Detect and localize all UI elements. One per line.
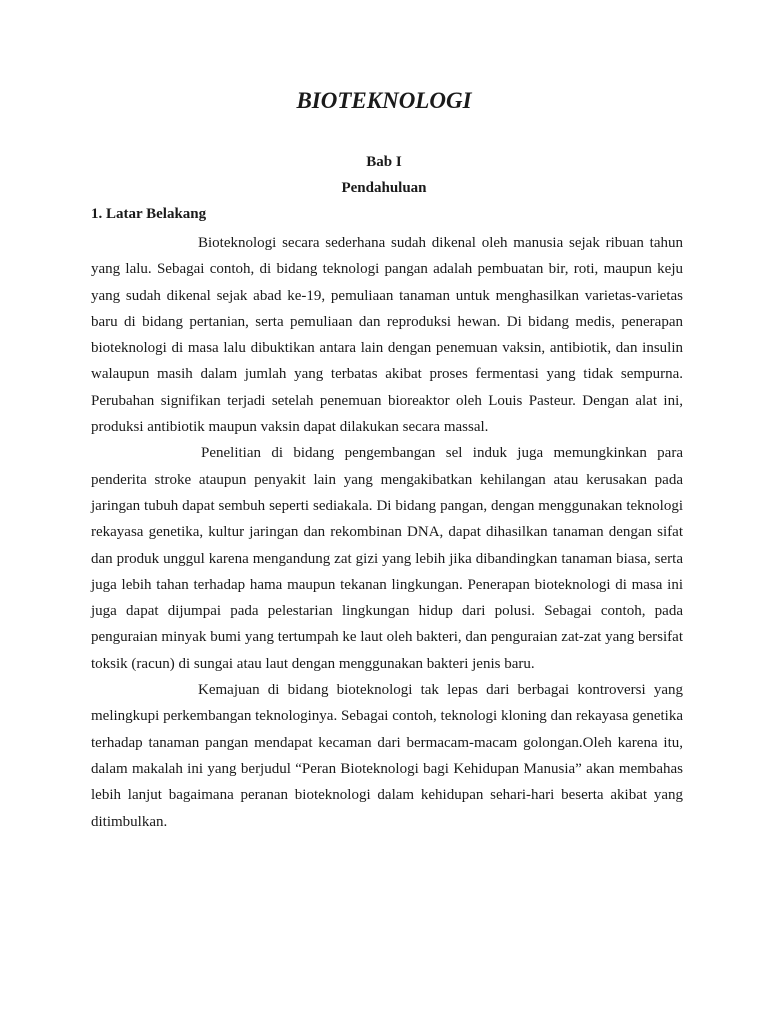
paragraph-1: Bioteknologi secara sederhana sudah dikenal oleh manusia sejak ribuan tahun yang lalu. Sebagai contoh, di bidang teknologi pangan adalah pembuatan bir, roti, maupun keju yang sudah dikenal sejak abad ke-19, pemuliaan tanaman untuk menghasilkan varietas-varietas baru di bidang pertanian, serta pemuliaan dan reproduksi hewan. Di bidang medis, penerapan bioteknologi di masa lalu dibuktikan antara lain dengan penemuan vaksin, antibiotik, dan insulin walaupun masih dalam jumlah yang terbatas akibat proses fermentasi yang tidak sempurna. Perubahan signifikan terjadi setelah penemuan bioreaktor oleh Louis Pasteur. Dengan alat ini, produksi antibiotik maupun vaksin dapat dilakukan secara massal. bbox=[91, 235, 683, 436]
document-body bbox=[91, 230, 683, 835]
document-title: BIOTEKNOLOGI bbox=[296, 88, 472, 113]
chapter-number: Bab I bbox=[366, 154, 402, 170]
paragraph-3: Kemajuan di bidang bioteknologi tak lepas dari berbagai kontroversi yang melingkupi perkembangan teknologinya. Sebagai contoh, teknologi kloning dan rekayasa genetika terhadap tanaman pangan mendapat kecaman dari bermacam-macam golongan.Oleh karena itu, dalam makalah ini yang berjudul “Peran Bioteknologi bagi Kehidupan Manusia” akan membahas lebih lanjut bagaimana peranan bioteknologi dalam kehidupan sehari-hari beserta akibat yang ditimbulkan. bbox=[91, 682, 683, 830]
paragraph-2: Penelitian di bidang pengembangan sel induk juga memungkinkan para penderita stroke ataupun penyakit lain yang mengakibatkan kehilangan atau kerusakan pada jaringan tubuh dapat sembuh seperti sediakala. Di bidang pangan, dengan menggunakan teknologi rekayasa genetika, kultur jaringan dan rekombinan DNA, dapat dihasilkan tanaman dengan sifat dan produk unggul karena mengandung zat gizi yang lebih jika dibandingkan tanaman biasa, serta juga lebih tahan terhadap hama maupun tekanan lingkungan. Penerapan bioteknologi di masa ini juga dapat dijumpai pada pelestarian lingkungan hidup dari polusi. Sebagai contoh, pada penguraian minyak bumi yang tertumpah ke laut oleh bakteri, dan penguraian zat-zat yang bersifat toksik (racun) di sungai atau laut dengan menggunakan bakteri jenis baru. bbox=[91, 445, 683, 672]
section-heading: 1. Latar Belakang bbox=[91, 206, 207, 222]
chapter-name: Pendahuluan bbox=[341, 180, 427, 196]
